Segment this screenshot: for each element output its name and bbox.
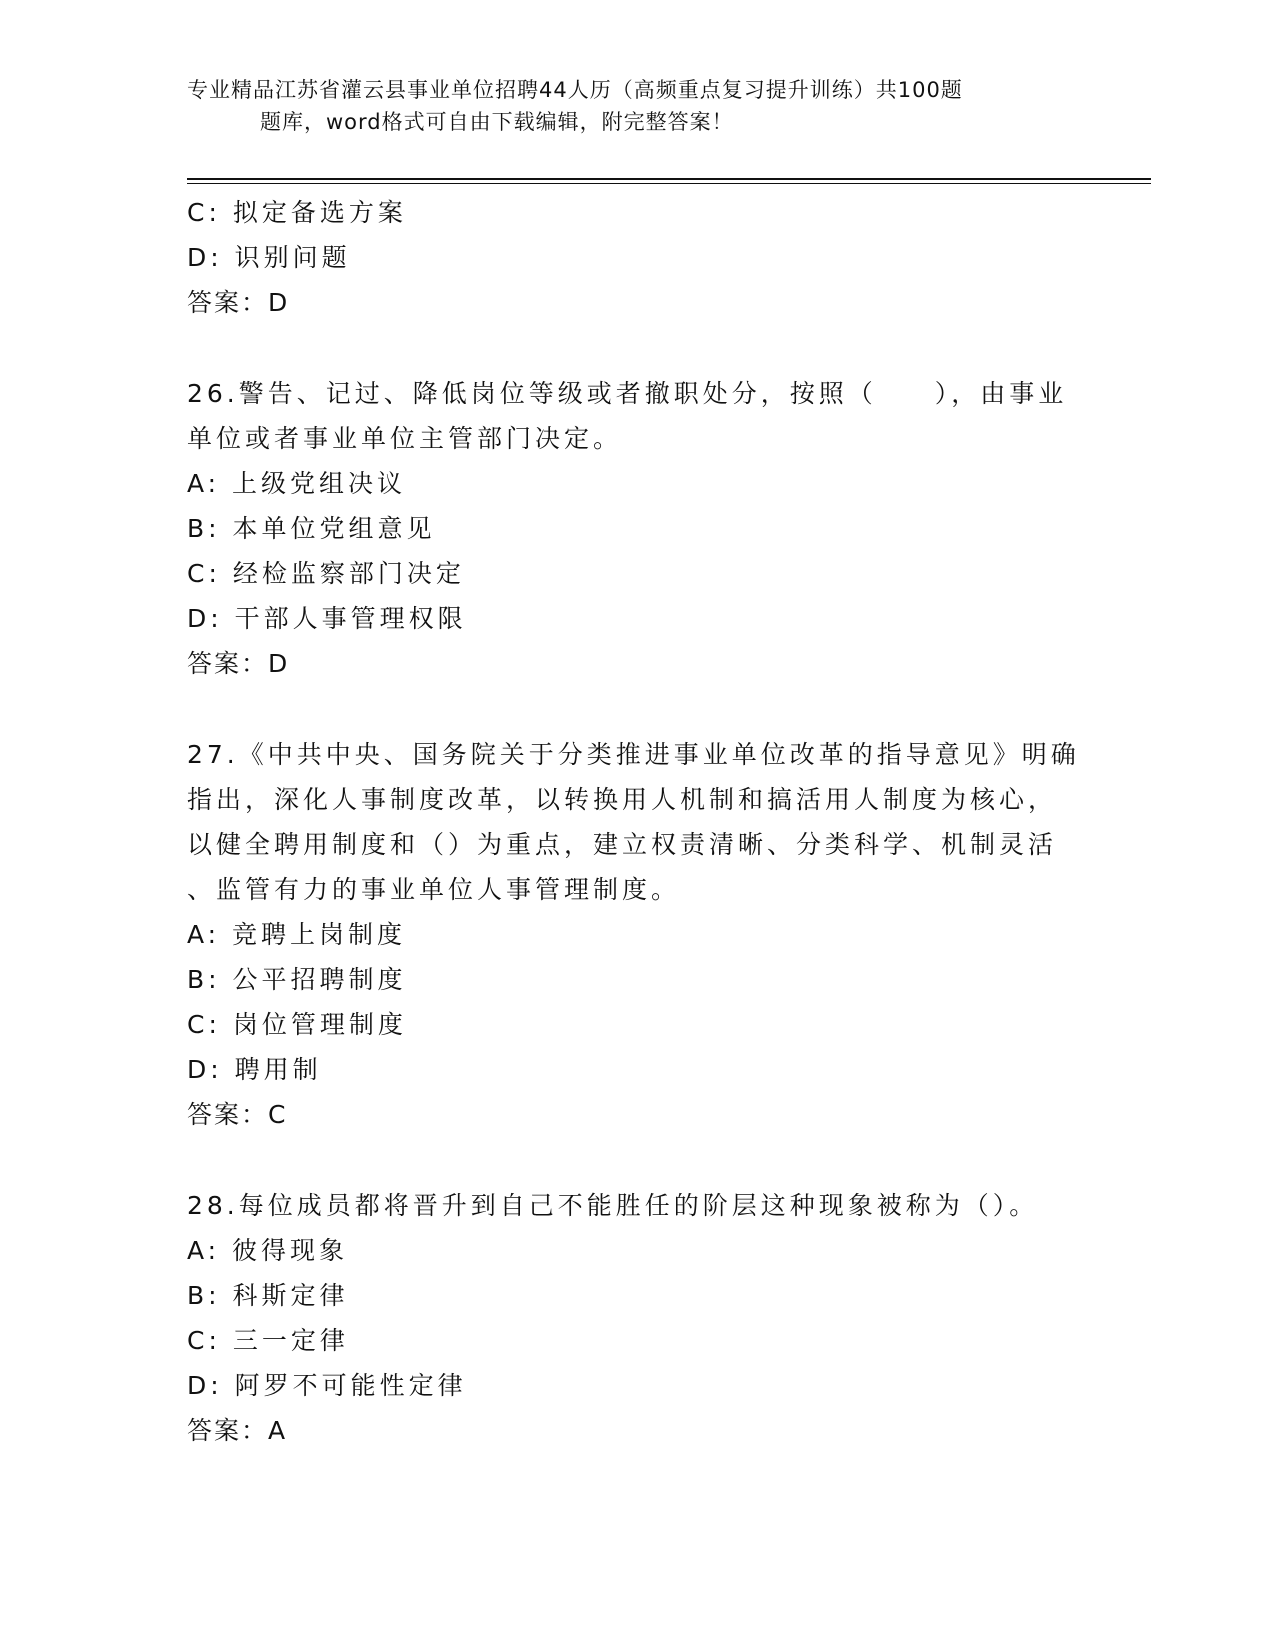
header-line-2: 题库，word格式可自由下载编辑，附完整答案！ — [260, 110, 734, 134]
question-list — [187, 190, 1087, 1453]
question-27 — [187, 732, 1087, 1137]
answer: 答案：C — [187, 1100, 288, 1129]
option-c: C: 三一定律 — [187, 1326, 349, 1355]
question-gap — [187, 1137, 1087, 1183]
option-a: A: 彼得现象 — [187, 1236, 349, 1265]
document-header — [187, 74, 1067, 138]
question-26 — [187, 371, 1087, 686]
option-b: B: 科斯定律 — [187, 1281, 349, 1310]
question-gap — [187, 686, 1087, 732]
question-stem: 、监管有力的事业单位人事管理制度。 — [187, 875, 681, 904]
option-b: B: 本单位党组意见 — [187, 514, 436, 543]
question-stem: 28.每位成员都将晋升到自己不能胜任的阶层这种现象被称为（）。 — [187, 1191, 1039, 1220]
question-stem: 26.警告、记过、降低岗位等级或者撤职处分，按照（ ），由事业 — [187, 379, 1068, 408]
header-line-1: 专业精品江苏省灌云县事业单位招聘44人历（高频重点复习提升训练）共100题 — [187, 78, 963, 102]
option-a: A: 竞聘上岗制度 — [187, 920, 407, 949]
question-25-tail — [187, 190, 1087, 325]
option-b: B: 公平招聘制度 — [187, 965, 407, 994]
option-a: A: 上级党组决议 — [187, 469, 407, 498]
question-stem: 27.《中共中央、国务院关于分类推进事业单位改革的指导意见》明确 — [187, 740, 1080, 769]
option-d: D: 识别问题 — [187, 243, 351, 272]
question-28 — [187, 1183, 1087, 1453]
question-stem: 指出，深化人事制度改革，以转换用人机制和搞活用人制度为核心， — [187, 785, 1058, 814]
answer: 答案：D — [187, 288, 290, 317]
question-gap — [187, 325, 1087, 371]
answer: 答案：D — [187, 649, 290, 678]
answer: 答案：A — [187, 1416, 288, 1445]
option-d: D: 干部人事管理权限 — [187, 604, 467, 633]
question-stem: 单位或者事业单位主管部门决定。 — [187, 424, 623, 453]
question-stem: 以健全聘用制度和（）为重点，建立权责清晰、分类科学、机制灵活 — [187, 830, 1058, 859]
option-c: C: 经检监察部门决定 — [187, 559, 465, 588]
header-rule-thin — [187, 183, 1151, 184]
header-rule-thick — [187, 178, 1151, 180]
option-c: C: 拟定备选方案 — [187, 198, 407, 227]
option-d: D: 聘用制 — [187, 1055, 322, 1084]
option-d: D: 阿罗不可能性定律 — [187, 1371, 467, 1400]
option-c: C: 岗位管理制度 — [187, 1010, 407, 1039]
